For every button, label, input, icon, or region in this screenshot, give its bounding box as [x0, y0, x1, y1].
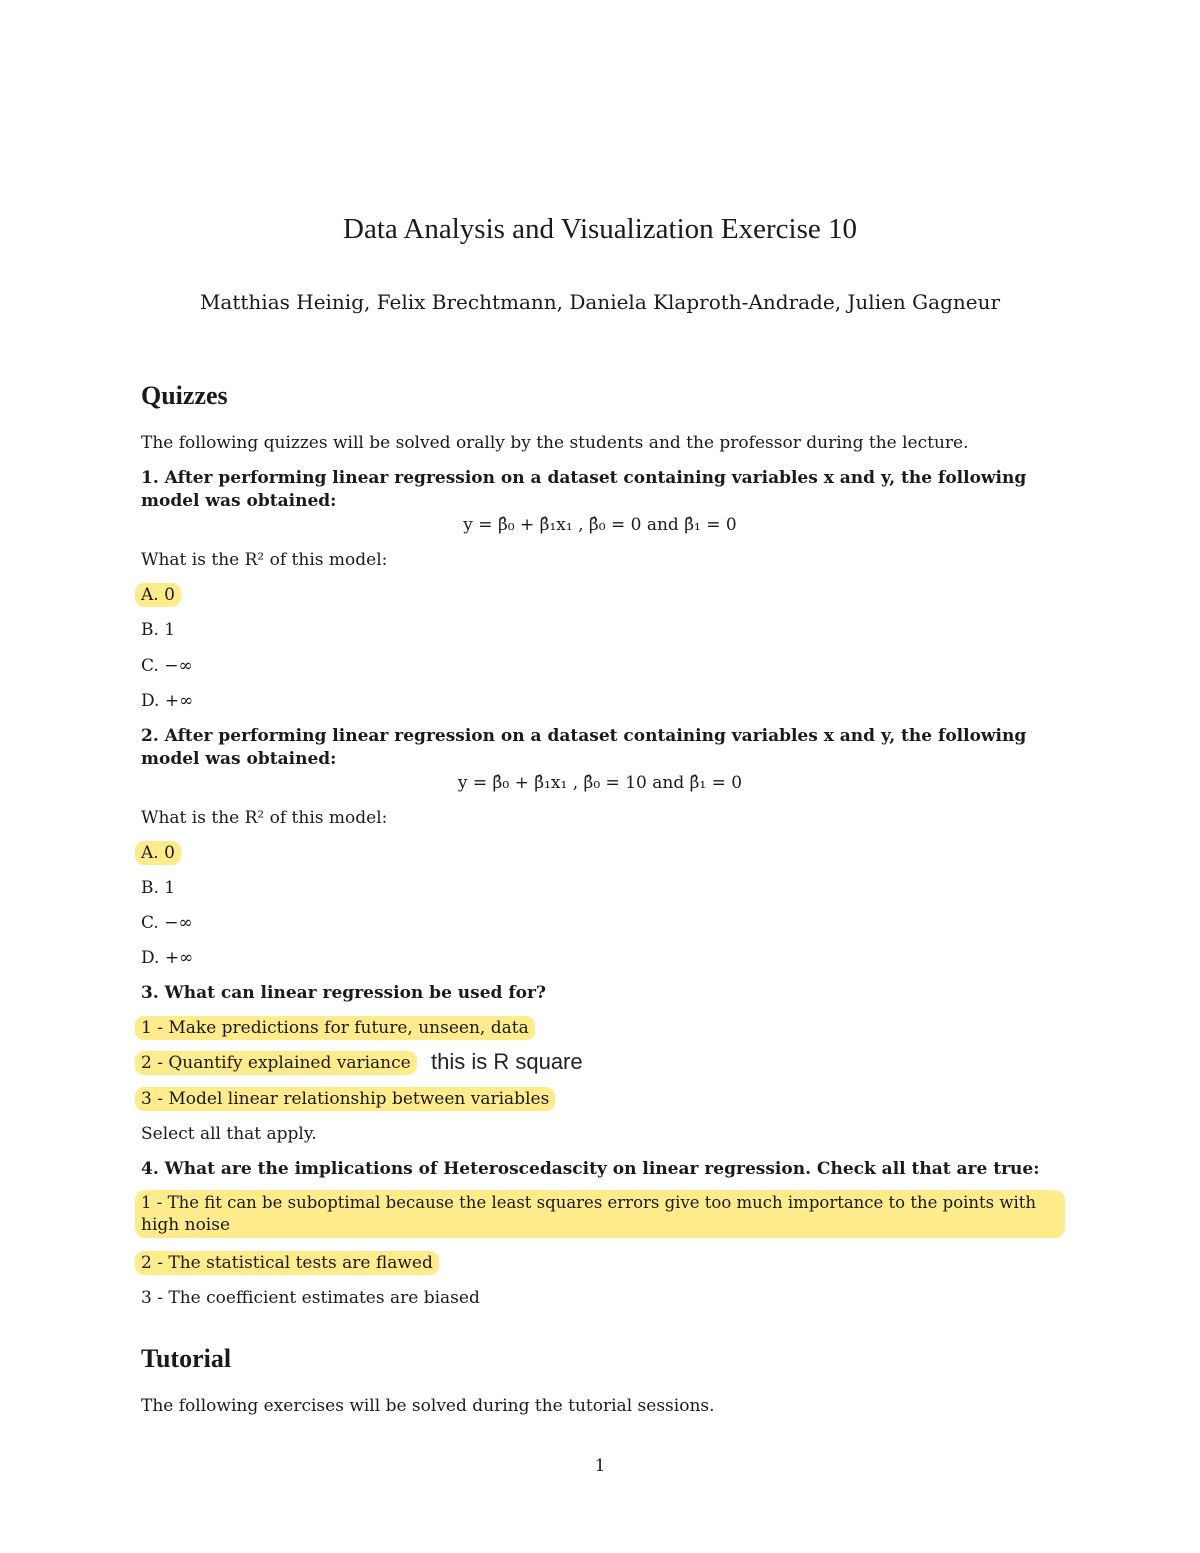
tutorial-intro: The following exercises will be solved during the tutorial sessions. — [141, 1396, 715, 1416]
question-1-option-c: C. −∞ — [141, 656, 193, 676]
highlight-answer: A. 0 — [135, 841, 181, 865]
question-3-option-2 — [141, 1052, 417, 1074]
question-1-prompt: What is the R² of this model: — [141, 550, 388, 570]
question-2-option-b: B. 1 — [141, 878, 176, 898]
document-title: Data Analysis and Visualization Exercise 10 — [343, 213, 857, 245]
question-2-option-a — [141, 842, 181, 864]
highlight-answer: 3 - Model linear relationship between variables — [135, 1087, 555, 1111]
question-1-option-b: B. 1 — [141, 620, 176, 640]
question-2-text-line2: model was obtained: — [141, 749, 337, 769]
section-heading-tutorial: Tutorial — [141, 1344, 232, 1373]
question-3-option-3 — [141, 1088, 555, 1110]
question-2-text-line1: After performing linear regression on a dataset containing variables x and y, the following — [164, 726, 1027, 746]
question-3-option-1 — [141, 1017, 535, 1039]
question-3-number: 3. — [141, 983, 159, 1003]
question-2-prompt: What is the R² of this model: — [141, 808, 388, 828]
question-4-option-3: 3 - The coefficient estimates are biased — [141, 1288, 480, 1308]
quizzes-intro: The following quizzes will be solved orally by the students and the professor during the lecture. — [141, 433, 969, 453]
question-4 — [141, 1158, 1040, 1180]
question-1-text-line1: After performing linear regression on a dataset containing variables x and y, the following — [164, 468, 1027, 488]
question-4-option-1 — [135, 1190, 1065, 1238]
question-2-number: 2. — [141, 726, 159, 746]
author-list: Matthias Heinig, Felix Brechtmann, Daniela Klaproth-Andrade, Julien Gagneur — [199, 290, 1001, 314]
section-heading-quizzes: Quizzes — [141, 381, 228, 410]
question-3 — [141, 982, 546, 1004]
highlight-answer: 2 - The statistical tests are flawed — [135, 1251, 439, 1275]
question-1-option-a — [141, 584, 181, 606]
question-1-text-line2: model was obtained: — [141, 491, 337, 511]
question-1-equation: y = β̂₀ + β̂₁x₁ , β̂₀ = 0 and β̂₁ = 0 — [463, 515, 737, 535]
question-1-option-d: D. +∞ — [141, 691, 194, 711]
question-4-text: What are the implications of Heteroscedascity on linear regression. Check all that are true: — [164, 1159, 1040, 1179]
question-4-number: 4. — [141, 1159, 159, 1179]
highlight-answer: A. 0 — [135, 583, 181, 607]
question-1 — [141, 467, 1026, 489]
question-4-option-1-line2: high noise — [141, 1215, 231, 1235]
question-2-equation: y = β̂₀ + β̂₁x₁ , β̂₀ = 10 and β̂₁ = 0 — [457, 773, 743, 793]
page-number: 1 — [594, 1456, 606, 1476]
highlight-answer: 2 - Quantify explained variance — [135, 1051, 417, 1075]
question-2-option-d: D. +∞ — [141, 948, 194, 968]
question-4-option-1-line1: 1 - The fit can be suboptimal because the least squares errors give too much importance to the points with — [141, 1193, 1037, 1212]
question-1-number: 1. — [141, 468, 159, 488]
handwritten-annotation: this is R square — [431, 1049, 583, 1074]
question-2 — [141, 725, 1026, 747]
question-3-text: What can linear regression be used for? — [164, 983, 546, 1003]
question-3-footer: Select all that apply. — [141, 1124, 317, 1144]
question-2-option-c: C. −∞ — [141, 913, 193, 933]
question-4-option-2 — [141, 1252, 439, 1274]
highlight-answer: 1 - Make predictions for future, unseen, data — [135, 1016, 535, 1040]
